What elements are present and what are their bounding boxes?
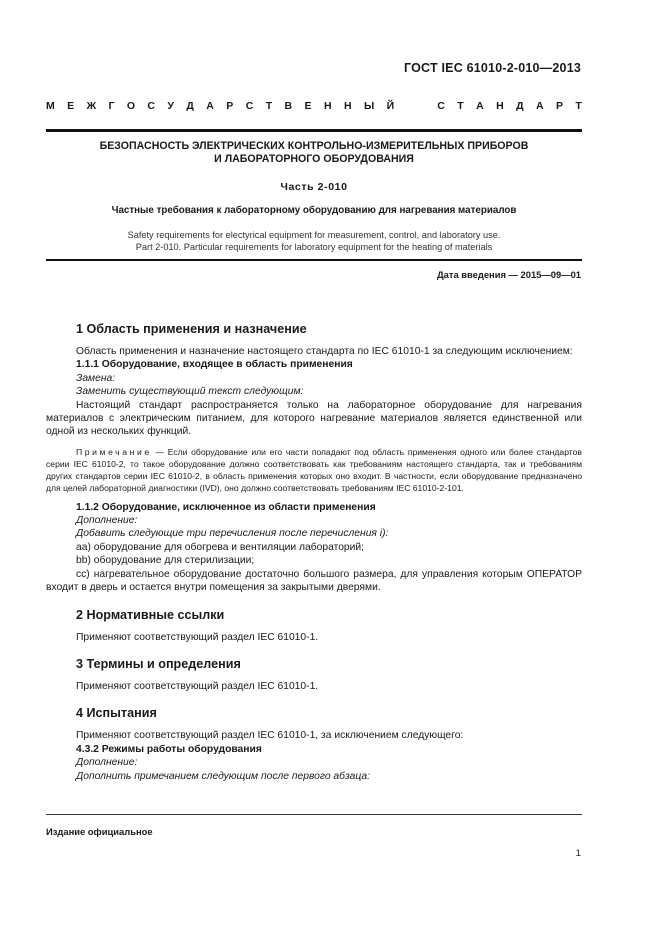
list-item: аа) оборудование для обогрева и вентиляции лабораторий;	[76, 541, 365, 553]
note	[46, 446, 582, 495]
title-line-1: БЕЗОПАСНОСТЬ ЭЛЕКТРИЧЕСКИХ КОНТРОЛЬНО-ИЗМЕРИТЕЛЬНЫХ ПРИБОРОВ	[99, 140, 529, 152]
banner-letter: Г	[108, 100, 115, 112]
banner-letter: Н	[496, 100, 504, 112]
banner-letter: Ж	[86, 100, 97, 112]
banner-letter: Н	[323, 100, 332, 112]
banner-letter: А	[535, 100, 544, 112]
document-number: ГОСТ IEC 61010-2-010—2013	[404, 61, 581, 75]
paragraph: Применяют соответствующий раздел IEC 61010-1.	[76, 631, 319, 643]
banner-letter: С	[245, 100, 254, 112]
title-line-2: И ЛАБОРАТОРНОГО ОБОРУДОВАНИЯ	[214, 153, 414, 165]
banner-letter: М	[46, 100, 55, 112]
banner-letter: У	[167, 100, 174, 112]
banner-letter: Е	[67, 100, 75, 112]
official-edition-label: Издание официальное	[46, 826, 153, 837]
section-4-heading: 4 Испытания	[76, 706, 157, 721]
addition-label: Дополнение:	[76, 515, 138, 527]
banner-letter: Д	[516, 100, 524, 112]
replacement-instruction: Заменить существующий текст следующим:	[76, 386, 304, 398]
paragraph: Применяют соответствующий раздел IEC 61010-1, за исключением следующего:	[76, 730, 464, 742]
section-1-1-1-heading: 1.1.1 Оборудование, входящее в область применения	[76, 359, 353, 371]
banner-letter: С	[437, 100, 445, 112]
addition-label: Дополнение:	[76, 757, 138, 769]
part-subtitle: Частные требования к лабораторному оборудованию для нагревания материалов	[111, 205, 517, 216]
banner-letter: Р	[555, 100, 563, 112]
banner-letter: А	[206, 100, 214, 112]
page-number: 1	[575, 847, 581, 858]
addition-instruction: Дополнить примечанием следующим после первого абзаца:	[76, 770, 370, 782]
list-item: bb) оборудование для стерилизации;	[76, 555, 255, 567]
banner-letter: Ы	[363, 100, 375, 112]
addition-instruction: Добавить следующие три перечисления после перечисления i):	[76, 528, 389, 540]
paragraph: Настоящий стандарт распространяется только на лабораторное оборудование для нагревания материалов с электрическим питанием, для которого нагревание материалов является единственной или одной из нескольких функций.	[46, 399, 582, 438]
section-1-1-2-heading: 1.1.2 Оборудование, исключенное из области применения	[76, 501, 376, 513]
section-3-heading: 3 Термины и определения	[76, 656, 241, 671]
note-text: — Если оборудование или его части попадают под область применения одного или более стандартов серии IEC 61010-2, то такое оборудование должно соответствовать как требованиям настоящего стандарта, так и требованиям других стандартов серии IEC 61010-2, в область применения которых оно входит. В частности, если оборудование предназначено для целей лабораторной диагностики (IVD), оно должно соответствовать требованиям IEC 61010-2-101.	[46, 446, 582, 494]
interstate-standard-banner	[46, 100, 582, 112]
section-4-3-2-heading: 4.3.2 Режимы работы оборудования	[76, 743, 262, 755]
replacement-label: Замена:	[76, 372, 116, 384]
paragraph: Применяют соответствующий раздел IEC 61010-1.	[76, 680, 319, 692]
banner-letter: Е	[304, 100, 312, 112]
banner-letter: С	[147, 100, 156, 112]
footer-divider	[46, 814, 582, 815]
standard-title	[46, 140, 582, 166]
section-2-heading: 2 Нормативные ссылки	[76, 607, 225, 622]
banner-letter: Т	[457, 100, 464, 112]
banner-letter: Н	[343, 100, 352, 112]
list-item: сс) нагревательное оборудование достаточно большого размера, для управления которым ОПЕРАТОР входит в дверь и остается внутри помещения за закрытыми дверями.	[46, 568, 582, 594]
banner-letter: Т	[265, 100, 273, 112]
section-1-heading: 1 Область применения и назначение	[76, 322, 307, 336]
part-number: Часть 2-010	[280, 181, 348, 193]
banner-letter	[407, 100, 410, 112]
banner-letter: А	[476, 100, 484, 112]
banner-letter: Д	[186, 100, 194, 112]
english-title-line-1: Safety requirements for electyrical equipment for measurement, control, and laboratory use.	[127, 230, 501, 240]
english-title	[46, 229, 582, 253]
english-title-line-2: Part 2-010. Particular requirements for laboratory equipment for the heating of materials	[135, 242, 493, 252]
banner-letter: Т	[575, 100, 582, 112]
banner-letter: О	[126, 100, 136, 112]
introduction-date: Дата введения — 2015—09—01	[436, 269, 581, 280]
banner-letter: В	[284, 100, 293, 112]
banner-letter: Р	[226, 100, 234, 112]
banner-letter: Й	[386, 100, 395, 112]
document-body	[46, 321, 582, 783]
title-divider	[46, 259, 582, 261]
paragraph: Область применения и назначение настоящего стандарта по IEC 61010-1 за следующим исключением:	[76, 346, 573, 357]
note-label: Примечание	[76, 446, 152, 457]
header-divider	[46, 129, 582, 132]
banner-letter	[422, 100, 425, 112]
